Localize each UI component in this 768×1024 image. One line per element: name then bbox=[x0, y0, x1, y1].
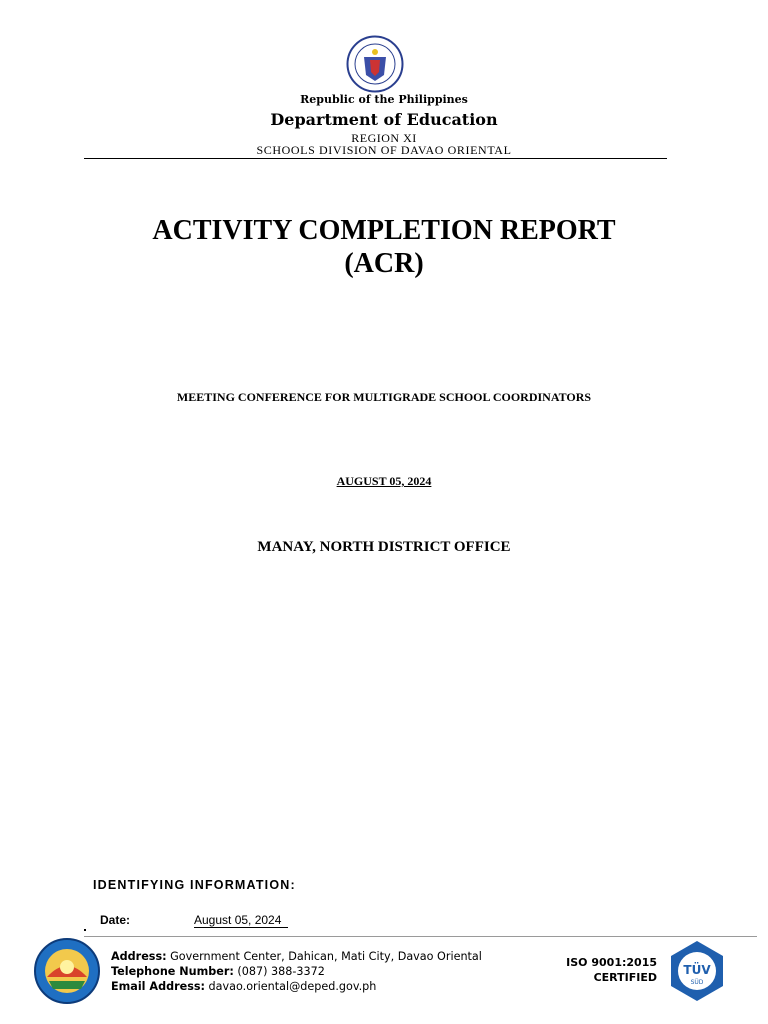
phone-value: (087) 388-3372 bbox=[233, 965, 325, 978]
iso-standard: ISO 9001:2015 bbox=[566, 956, 657, 969]
division-seal-icon bbox=[33, 937, 101, 1005]
header-divider bbox=[84, 158, 667, 159]
activity-date bbox=[0, 474, 768, 489]
footer-email bbox=[111, 979, 376, 994]
republic-label: Republic of the Philippines bbox=[300, 93, 468, 106]
tuv-logo-subtext: SÜD bbox=[690, 979, 704, 986]
identifying-info-heading: IDENTIFYING INFORMATION: bbox=[93, 878, 296, 892]
email-value: davao.oriental@deped.gov.ph bbox=[205, 980, 377, 993]
footer-divider bbox=[84, 936, 757, 937]
division-label: SCHOOLS DIVISION OF DAVAO ORIENTAL bbox=[256, 143, 512, 157]
report-title-abbrev: (ACR) bbox=[344, 248, 424, 279]
tuv-logo-text: TÜV bbox=[683, 963, 711, 977]
region-label: REGION XI bbox=[351, 131, 417, 145]
iso-certification bbox=[556, 955, 657, 985]
date-field-label: Date: bbox=[100, 913, 131, 927]
email-label: Email Address: bbox=[111, 980, 205, 993]
department-label: Department of Education bbox=[270, 110, 498, 129]
iso-certified: CERTIFIED bbox=[593, 971, 657, 984]
footer-address bbox=[111, 949, 482, 964]
address-label: Address: bbox=[111, 950, 167, 963]
activity-name: MEETING CONFERENCE FOR MULTIGRADE SCHOOL COORDINATORS bbox=[176, 390, 592, 404]
deped-seal-icon bbox=[346, 35, 404, 93]
activity-venue: MANAY, NORTH DISTRICT OFFICE bbox=[257, 539, 511, 555]
phone-label: Telephone Number: bbox=[111, 965, 234, 978]
address-value: Government Center, Dahican, Mati City, Davao Oriental bbox=[166, 950, 482, 963]
page-dot bbox=[84, 929, 86, 931]
date-field-value: August 05, 2024 bbox=[194, 913, 288, 928]
tuv-certification-icon bbox=[666, 940, 728, 1002]
footer-phone bbox=[111, 964, 325, 979]
activity-date-text: AUGUST 05, 2024 bbox=[336, 474, 432, 488]
report-title: ACTIVITY COMPLETION REPORT bbox=[152, 215, 616, 246]
